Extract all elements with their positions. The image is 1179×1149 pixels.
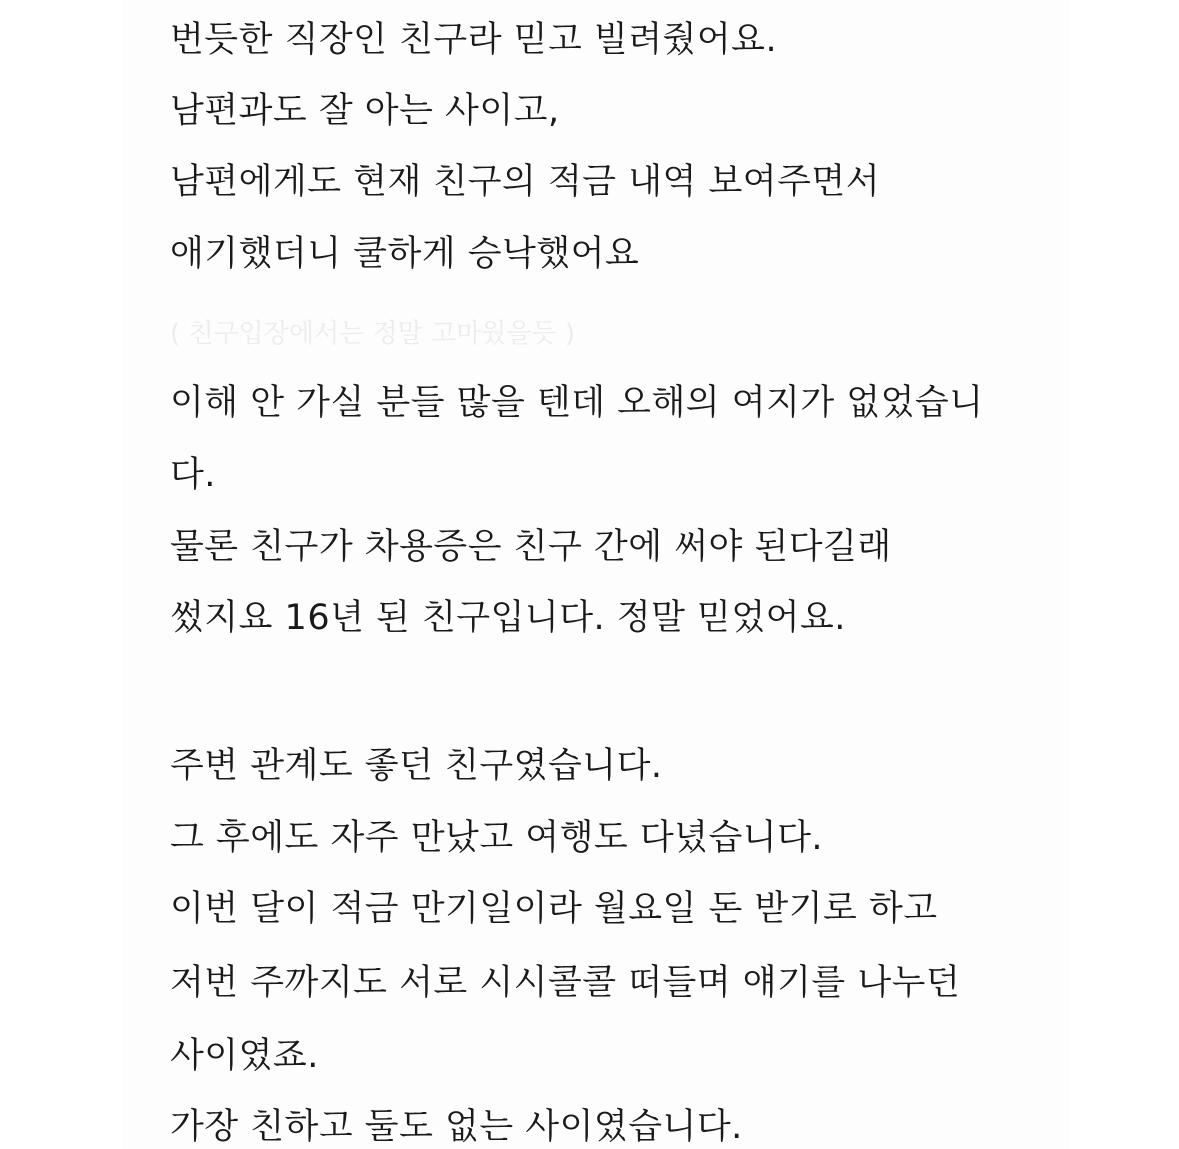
text-line: 다. — [170, 455, 216, 495]
text-line: 남편과도 잘 아는 사이고, — [170, 91, 560, 131]
text-line: 이해 안 가실 분들 많을 텐데 오해의 여지가 없었습니 — [170, 383, 984, 423]
text-line: 애기했더니 쿨하게 승낙했어요 — [170, 234, 640, 274]
faint-note: ( 친구입장에서는 정말 고마웠을듯 ) — [170, 319, 575, 349]
text-line: 사이였죠. — [170, 1036, 319, 1076]
text-line: 물론 친구가 차용증은 친구 간에 써야 된다길래 — [170, 527, 892, 567]
text-line: 가장 친하고 둘도 없는 사이였습니다. — [170, 1107, 743, 1147]
text-line: 저번 주까지도 서로 시시콜콜 떠들며 얘기를 나누던 — [170, 963, 961, 1003]
text-line: 이번 달이 적금 만기일이라 월요일 돈 받기로 하고 — [170, 889, 938, 929]
text-line: 썼지요 16년 된 친구입니다. 정말 믿었어요. — [170, 598, 846, 638]
text-line: 남편에게도 현재 친구의 적금 내역 보여주면서 — [170, 162, 881, 202]
text-line: 주변 관계도 좋던 친구였습니다. — [170, 746, 663, 786]
text-line: 그 후에도 자주 만났고 여행도 다녔습니다. — [170, 818, 824, 858]
text-line: 번듯한 직장인 친구라 믿고 빌려줬어요. — [170, 20, 778, 60]
